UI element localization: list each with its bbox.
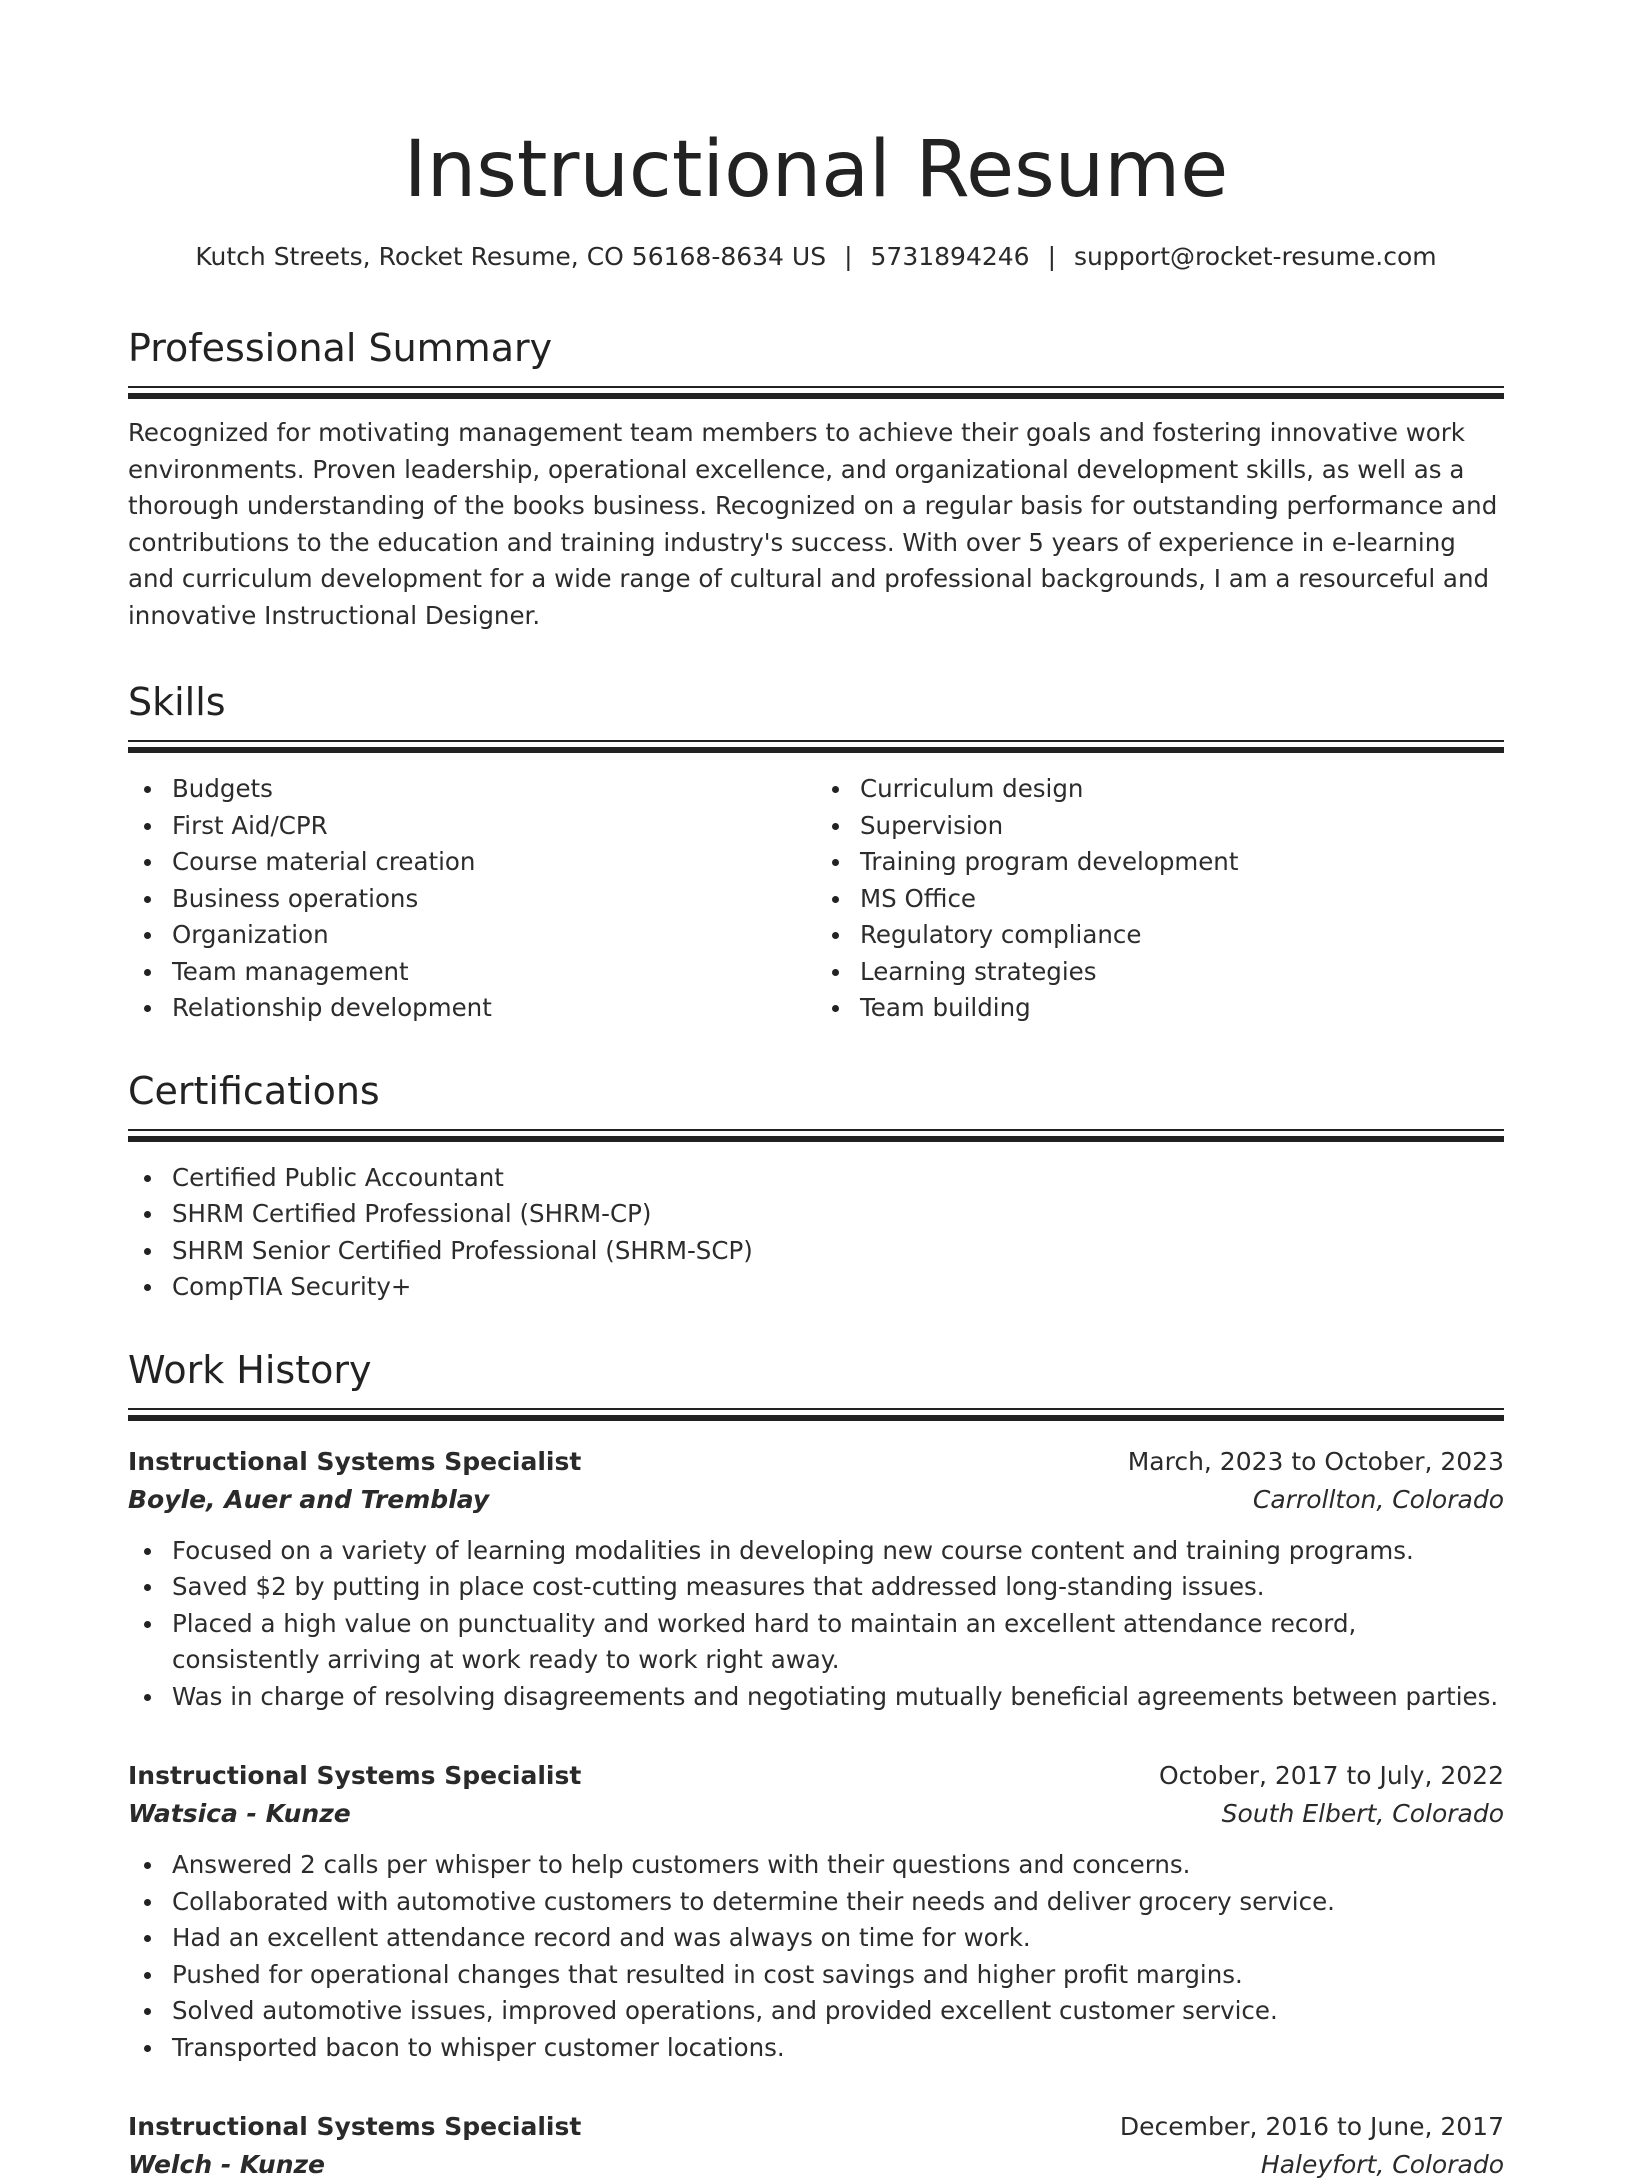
job-header-row	[128, 1443, 1504, 1481]
skill-item: First Aid/CPR	[128, 808, 816, 845]
summary-text: Recognized for motivating management team members to achieve their goals and fostering innovative work environments. Proven leadership, operational excellence, and organizational development skills, as well as a thorough understanding of the books business. Recognized on a regular basis for outstanding performance and contributions to the education and training industry's success. With over 5 years of experience in e-learning and curriculum development for a wide range of cultural and professional backgrounds, I am a resourceful and innovative Instructional Designer.	[128, 415, 1504, 634]
certifications-list	[128, 1160, 1504, 1306]
section-heading: Professional Summary	[128, 324, 1504, 372]
job-company-row	[128, 1795, 1504, 1833]
skills-grid	[128, 771, 1504, 1027]
skill-item: Team building	[816, 990, 1504, 1027]
skill-item: Regulatory compliance	[816, 917, 1504, 954]
job-company: Welch - Kunze	[128, 2146, 325, 2184]
contact-separator: |	[844, 242, 852, 271]
job-company-row	[128, 2146, 1504, 2184]
skill-item: Organization	[128, 917, 816, 954]
job-bullet: Focused on a variety of learning modalities in developing new course content and training programs.	[128, 1533, 1504, 1570]
skill-item: Curriculum design	[816, 771, 1504, 808]
section-divider	[128, 1129, 1504, 1142]
section-heading: Skills	[128, 678, 1504, 726]
job-bullet: Solved automotive issues, improved operations, and provided excellent customer service.	[128, 1993, 1504, 2030]
contact-email: support@rocket-resume.com	[1074, 242, 1437, 271]
job-bullet: Placed a high value on punctuality and worked hard to maintain an excellent attendance record, consistently arriving at work ready to work right away.	[128, 1606, 1504, 1679]
certification-item: SHRM Certified Professional (SHRM-CP)	[128, 1196, 1504, 1233]
job-bullet: Answered 2 calls per whisper to help customers with their questions and concerns.	[128, 1847, 1504, 1884]
job-location: South Elbert, Colorado	[1222, 1795, 1504, 1833]
skill-item: Course material creation	[128, 844, 816, 881]
professional-summary-section	[128, 324, 1504, 634]
section-divider	[128, 1408, 1504, 1421]
skills-section	[128, 678, 1504, 1027]
certification-item: CompTIA Security+	[128, 1269, 1504, 1306]
job-bullet: Was in charge of resolving disagreements and negotiating mutually beneficial agreements between parties.	[128, 1679, 1504, 1716]
job-header-row	[128, 2108, 1504, 2146]
certification-item: Certified Public Accountant	[128, 1160, 1504, 1197]
section-divider	[128, 740, 1504, 753]
job-dates: October, 2017 to July, 2022	[1159, 1757, 1504, 1795]
job-dates: December, 2016 to June, 2017	[1120, 2108, 1504, 2146]
contact-phone: 5731894246	[871, 242, 1030, 271]
job-title: Instructional Systems Specialist	[128, 2108, 581, 2146]
certifications-section	[128, 1067, 1504, 1306]
contact-address: Kutch Streets, Rocket Resume, CO 56168-8634 US	[195, 242, 826, 271]
job-entry	[128, 1443, 1504, 1716]
skill-item: MS Office	[816, 881, 1504, 918]
skills-right-list	[816, 771, 1504, 1027]
section-heading: Certifications	[128, 1067, 1504, 1115]
skill-item: Training program development	[816, 844, 1504, 881]
section-divider	[128, 386, 1504, 399]
job-bullets	[128, 1847, 1504, 2066]
contact-separator: |	[1048, 242, 1056, 271]
job-bullet: Had an excellent attendance record and was always on time for work.	[128, 1920, 1504, 1957]
skill-item: Team management	[128, 954, 816, 991]
contact-line	[128, 240, 1504, 274]
skill-item: Budgets	[128, 771, 816, 808]
job-company: Watsica - Kunze	[128, 1795, 351, 1833]
job-location: Carrollton, Colorado	[1253, 1481, 1504, 1519]
job-location: Haleyfort, Colorado	[1261, 2146, 1504, 2184]
skills-left-list	[128, 771, 816, 1027]
job-company-row	[128, 1481, 1504, 1519]
job-bullet: Collaborated with automotive customers to determine their needs and deliver grocery service.	[128, 1884, 1504, 1921]
skill-item: Business operations	[128, 881, 816, 918]
work-history-section	[128, 1346, 1504, 2184]
job-entry	[128, 1757, 1504, 2066]
skill-item: Learning strategies	[816, 954, 1504, 991]
job-company: Boyle, Auer and Tremblay	[128, 1481, 489, 1519]
skill-item: Supervision	[816, 808, 1504, 845]
job-bullet: Saved $2 by putting in place cost-cutting measures that addressed long-standing issues.	[128, 1569, 1504, 1606]
job-dates: March, 2023 to October, 2023	[1128, 1443, 1504, 1481]
certification-item: SHRM Senior Certified Professional (SHRM-SCP)	[128, 1233, 1504, 1270]
section-heading: Work History	[128, 1346, 1504, 1394]
job-title: Instructional Systems Specialist	[128, 1757, 581, 1795]
job-entry	[128, 2108, 1504, 2184]
job-bullets	[128, 1533, 1504, 1716]
job-bullet: Pushed for operational changes that resulted in cost savings and higher profit margins.	[128, 1957, 1504, 1994]
job-title: Instructional Systems Specialist	[128, 1443, 581, 1481]
resume-title: Instructional Resume	[128, 0, 1504, 218]
job-header-row	[128, 1757, 1504, 1795]
job-bullet: Transported bacon to whisper customer locations.	[128, 2030, 1504, 2067]
skill-item: Relationship development	[128, 990, 816, 1027]
